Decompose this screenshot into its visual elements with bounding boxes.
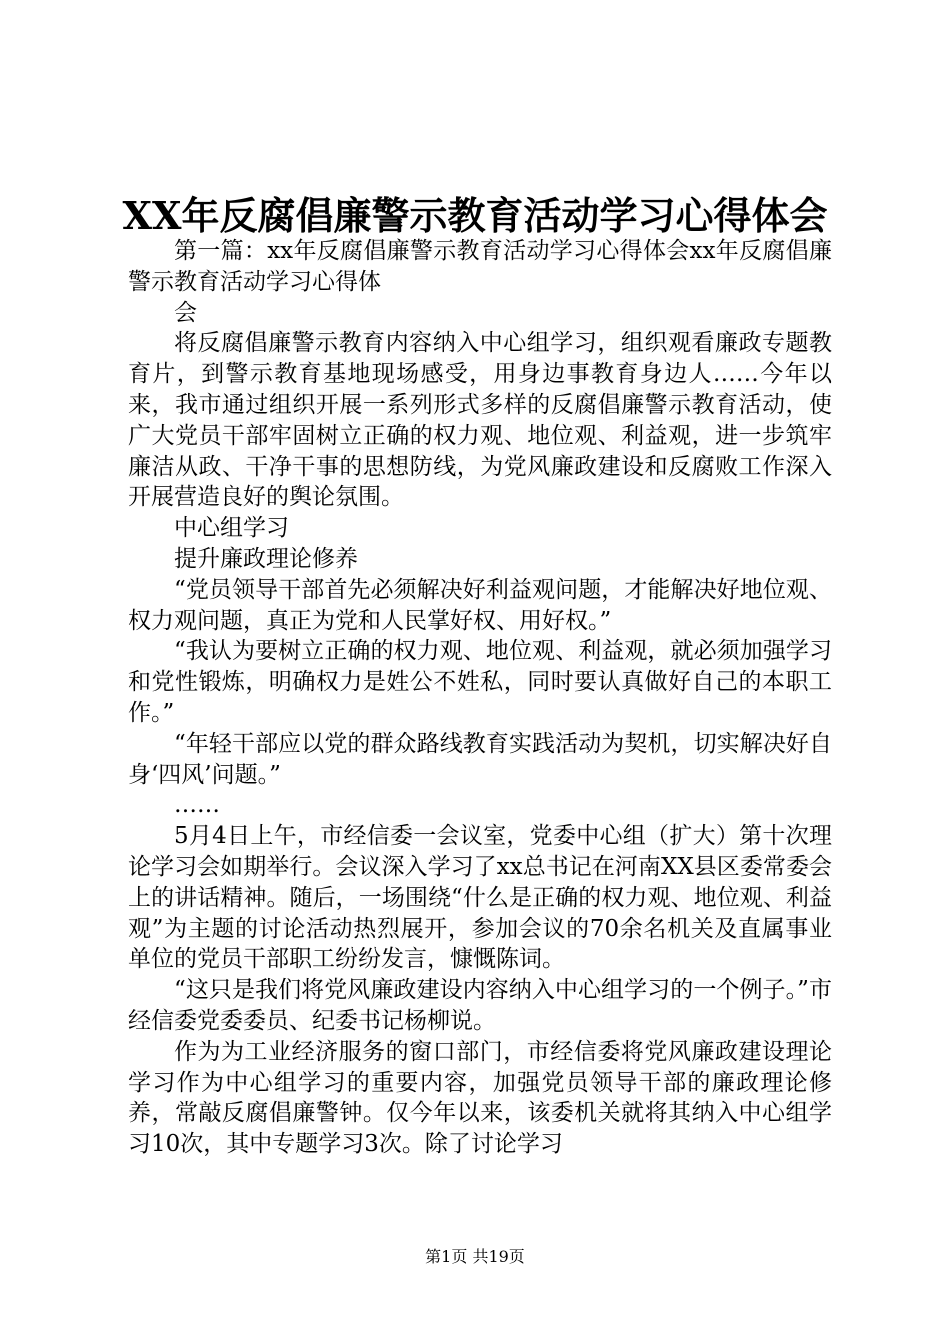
ellipsis-line: …… bbox=[174, 792, 220, 819]
document-body bbox=[128, 236, 832, 1160]
section-subheading: 提升廉政理论修养 bbox=[174, 545, 358, 572]
section-heading: 中心组学习 bbox=[174, 515, 289, 542]
paragraph: 会 bbox=[174, 299, 197, 326]
paragraph: 将反腐倡廉警示教育内容纳入中心组学习，组织观看廉政专题教育片，到警示教育基地现场感受，用身边事教育身边人……今年以来，我市通过组织开展一系列形式多样的反腐倡廉警示教育活动，使广大党员干部牢固树立正确的权力观、地位观、利益观，进一步筑牢廉洁从政、干净干事的思想防线，为党风廉政建设和反腐败工作深入开展营造良好的舆论氛围。 bbox=[128, 330, 832, 511]
paragraph: “这只是我们将党风廉政建设内容纳入中心组学习的一个例子。”市经信委党委委员、纪委书记杨柳说。 bbox=[128, 977, 832, 1034]
paragraph: 5月4日上午，市经信委一会议室，党委中心组（扩大）第十次理论学习会如期举行。会议深入学习了xx总书记在河南XX县区委常委会上的讲话精神。随后，一场围绕“什么是正确的权力观、地位观、利益观”为主题的讨论活动热烈展开，参加会议的70余名机关及直属事业单位的党员干部职工纷纷发言，慷慨陈词。 bbox=[128, 823, 832, 973]
paragraph: 第一篇：xx年反腐倡廉警示教育活动学习心得体会xx年反腐倡廉警示教育活动学习心得体 bbox=[128, 238, 832, 295]
quote-paragraph: “我认为要树立正确的权力观、地位观、利益观，就必须加强学习和党性锻炼，明确权力是姓公不姓私，同时要认真做好自己的本职工作。” bbox=[128, 638, 832, 726]
quote-paragraph: “年轻干部应以党的群众路线教育实践活动为契机，切实解决好自身‘四风’问题。” bbox=[128, 730, 832, 788]
page-number-footer: 第1页 共19页 bbox=[425, 1247, 525, 1266]
quote-paragraph: “党员领导干部首先必须解决好利益观问题，才能解决好地位观、权力观问题，真正为党和人民掌好权、用好权。” bbox=[128, 576, 832, 634]
paragraph: 作为为工业经济服务的窗口部门，市经信委将党风廉政建设理论学习作为中心组学习的重要内容，加强党员领导干部的廉政理论修养，常敲反腐倡廉警钟。仅今年以来，该委机关就将其纳入中心组学习10次，其中专题学习3次。除了讨论学习 bbox=[128, 1038, 832, 1158]
document-title: XX年反腐倡廉警示教育活动学习心得体会 bbox=[122, 193, 828, 238]
